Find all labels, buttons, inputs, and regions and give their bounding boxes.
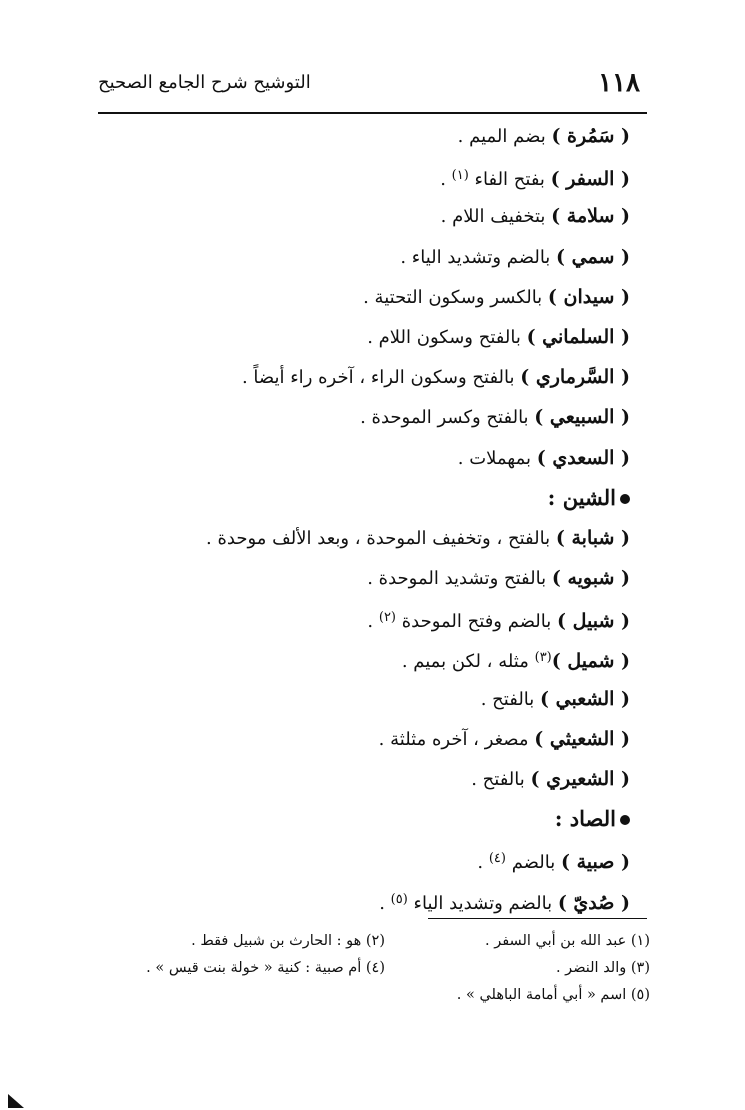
entry-salama: ( سلامة ) بتخفيف اللام . [440, 205, 630, 228]
entry-al-shabi: ( الشعبي ) بالفتح . [480, 687, 630, 710]
page-number: ١١٨ [598, 68, 640, 98]
entry-list [160, 116, 630, 920]
entry-shababa: ( شبابة ) بالفتح ، وتخفيف الموحدة ، وبعد الألف موحدة . [206, 526, 630, 549]
entry-shumayl: ( شميل )$^{(٣)}$ مثله ، لكن بميم . [401, 650, 630, 673]
footnote-row [110, 955, 650, 982]
bullet-icon [620, 494, 630, 504]
footnote-ref: (٥) [390, 891, 408, 907]
footnote-3: (٣) والد النضر . [555, 960, 650, 976]
running-title: التوشيح شرح الجامع الصحيح [98, 72, 311, 93]
footnote-ref: (٤) [488, 851, 506, 867]
entry-subayya: ( صبية ) بالضم $^{(٤)}$ . [477, 851, 630, 874]
entry-al-subayi: ( السبيعي ) بالفتح وكسر الموحدة . [360, 406, 630, 429]
footnote-5: (٥) اسم « أبي أمامة الباهلي » . [456, 987, 650, 1003]
page-corner-mark [8, 1094, 24, 1108]
entry-al-shuaythi: ( الشعيثي ) مصغر ، آخره مثلثة . [378, 727, 630, 750]
entry-al-safar: ( السفر ) بفتح الفاء $^{(١)}$ . [440, 168, 630, 191]
entry-suday: ( صُديّ ) بالضم وتشديد الياء $^{(٥)}$ . [379, 891, 630, 914]
footnote-ref: (٢) [378, 610, 396, 626]
entry-shubayl: ( شبيل ) بالضم وفتح الموحدة $^{(٢)}$ . [367, 610, 630, 633]
header-rule [98, 112, 647, 114]
entry-al-sarmari: ( السَّرماري ) بالفتح وسكون الراء ، آخره راء أيضاً . [241, 366, 630, 389]
footnotes [110, 928, 650, 1009]
footnote-4: (٤) أم صبية : كنية « خولة بنت قيس » . [146, 960, 385, 976]
section-heading-sad: الصاد : [160, 799, 630, 839]
entry-shabawayh: ( شبويه ) بالفتح وتشديد الموحدة . [367, 567, 630, 590]
footnote-1: (١) عبد الله بن أبي السفر . [485, 933, 650, 949]
footnote-row [110, 982, 650, 1009]
entry-al-salmani: ( السلماني ) بالفتح وسكون اللام . [367, 325, 630, 348]
footnote-ref: (٣) [534, 650, 552, 666]
entry-al-shuayri: ( الشعيري ) بالفتح . [471, 768, 630, 790]
footnote-2: (٢) هو : الحارث بن شبيل فقط . [191, 933, 385, 949]
entry-al-sadi: ( السعدي ) بمهملات . [457, 446, 630, 469]
footnote-ref: (١) [451, 168, 469, 184]
entry-sumay: ( سمي ) بالضم وتشديد الياء . [400, 245, 630, 268]
footnote-separator [428, 918, 647, 919]
entry-saydan: ( سيدان ) بالكسر وسكون التحتية . [363, 285, 630, 308]
page-header [98, 68, 646, 108]
entry-samura: ( سَمُرة ) بضم الميم . [457, 125, 630, 147]
bullet-icon [620, 815, 630, 825]
footnote-row [110, 928, 650, 955]
section-heading-shin: الشين : [160, 478, 630, 518]
